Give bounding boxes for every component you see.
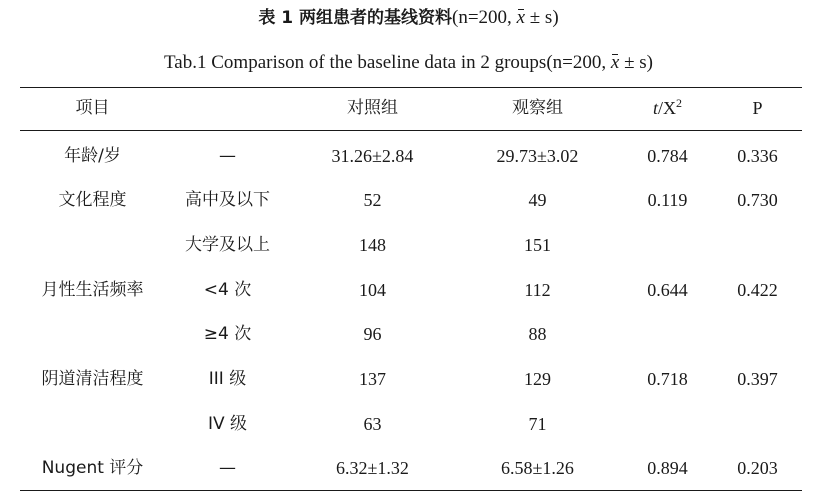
row-item: 阴道清洁程度 — [41, 369, 144, 389]
row-statistic — [620, 319, 715, 349]
row-p-value: 0.422 — [737, 280, 778, 300]
row-control-value: 52 — [363, 190, 382, 210]
table-row — [0, 230, 817, 260]
row-subitem: — — [219, 458, 236, 478]
row-p-value — [710, 319, 805, 349]
table-header-rule — [20, 130, 802, 131]
row-control-value: 31.26±2.84 — [331, 146, 414, 166]
row-p-value — [710, 230, 805, 260]
row-control-value: 104 — [359, 280, 386, 300]
header-statistic-t: t — [652, 98, 658, 118]
row-item — [25, 319, 160, 349]
table-title-en-label: Tab.1 Comparison of the baseline data in 2 groups — [164, 52, 547, 73]
row-subitem: IV 级 — [207, 414, 248, 434]
row-item — [25, 230, 160, 260]
row-observation-value: 6.58±1.26 — [501, 458, 574, 478]
table-bottom-rule — [20, 490, 802, 491]
table-title-cn-suffix-a: (n=200, — [452, 7, 517, 28]
row-statistic — [620, 409, 715, 439]
row-subitem: — — [219, 146, 236, 166]
row-observation-value: 88 — [528, 324, 547, 344]
row-observation-value: 29.73±3.02 — [496, 146, 579, 166]
row-statistic — [620, 230, 715, 260]
row-control-value: 148 — [359, 235, 386, 255]
row-observation-value: 151 — [524, 235, 551, 255]
header-control-group: 对照组 — [347, 98, 398, 118]
row-subitem: <4 次 — [203, 280, 252, 300]
table-title-cn-suffix-b: ± s) — [525, 7, 559, 28]
header-p-value: P — [752, 98, 763, 118]
row-control-value: 96 — [363, 324, 382, 344]
table-row — [0, 364, 817, 394]
table-row — [0, 141, 817, 171]
row-statistic: 0.894 — [647, 458, 688, 478]
row-observation-value: 71 — [528, 414, 547, 434]
row-p-value: 0.730 — [737, 190, 778, 210]
row-control-value: 63 — [363, 414, 382, 434]
header-statistic-sup: 2 — [676, 96, 682, 110]
table-title-en-suffix-b: ± s) — [619, 52, 653, 73]
table-row — [0, 185, 817, 215]
table-header-row — [0, 93, 817, 123]
row-subitem: 高中及以下 — [185, 190, 270, 210]
row-control-value: 6.32±1.32 — [336, 458, 409, 478]
table-title-en-suffix-a: (n=200, — [546, 52, 611, 73]
row-statistic: 0.718 — [647, 369, 688, 389]
row-item: 月性生活频率 — [41, 280, 144, 300]
table-title-cn — [0, 5, 817, 31]
header-statistic-x: /X — [658, 98, 676, 118]
row-subitem: ≥4 次 — [203, 324, 252, 344]
row-subitem: III 级 — [208, 369, 247, 389]
row-observation-value: 129 — [524, 369, 551, 389]
header-observation-group: 观察组 — [512, 98, 563, 118]
row-item: 年龄/岁 — [64, 146, 121, 166]
row-item: Nugent 评分 — [41, 458, 144, 478]
table-row — [0, 409, 817, 439]
table-row — [0, 319, 817, 349]
row-subitem: 大学及以上 — [185, 235, 270, 255]
header-statistic — [620, 93, 715, 123]
row-statistic: 0.784 — [647, 146, 688, 166]
header-item: 项目 — [75, 98, 110, 118]
row-item — [25, 409, 160, 439]
row-control-value: 137 — [359, 369, 386, 389]
row-p-value — [710, 409, 805, 439]
row-observation-value: 112 — [524, 280, 551, 300]
row-statistic: 0.644 — [647, 280, 688, 300]
mean-symbol: x — [517, 5, 525, 31]
row-item: 文化程度 — [58, 190, 127, 210]
row-statistic: 0.119 — [647, 190, 688, 210]
row-p-value: 0.203 — [737, 458, 778, 478]
row-observation-value: 49 — [528, 190, 547, 210]
row-p-value: 0.397 — [737, 369, 778, 389]
table-title-cn-label: 表 1 两组患者的基线资料 — [258, 8, 453, 28]
mean-symbol: x — [611, 50, 619, 76]
row-p-value: 0.336 — [737, 146, 778, 166]
table-row — [0, 275, 817, 305]
table-title-en — [0, 50, 817, 76]
table-top-rule — [20, 87, 802, 88]
table-row — [0, 453, 817, 483]
